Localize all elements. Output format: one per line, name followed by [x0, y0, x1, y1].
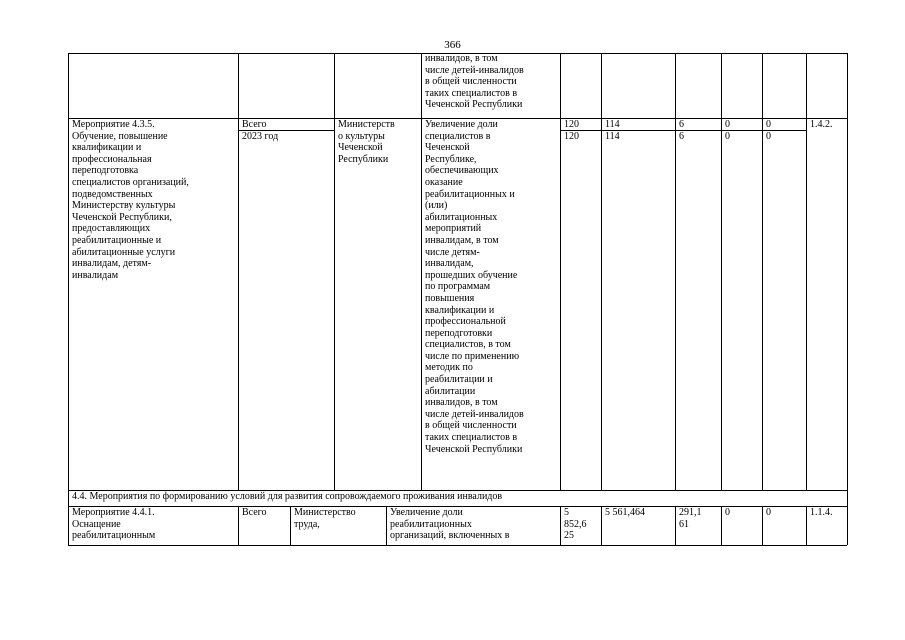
local-funding-cell: 0: [725, 507, 730, 518]
regional-funding-cell: 6 6: [679, 119, 684, 142]
link-cell: 1.4.2.: [810, 119, 833, 130]
executor-cell: Министерств о культуры Чеченской Республики: [338, 119, 395, 165]
link-cell: 1.1.4.: [810, 507, 833, 518]
table-border-bottom: [68, 545, 847, 546]
continued-indicator-cell: инвалидов, в том числе детей-инвалидов в общей численности таких специалистов в Чеченской Республики: [425, 53, 524, 111]
indicator-cell: Увеличение доли реабилитационных организаций, включенных в: [390, 507, 510, 542]
section-heading: 4.4. Мероприятия по формированию условий для развития сопровождаемого проживания инвалидов: [72, 491, 503, 502]
period-cell: Всего 2023 год: [242, 119, 279, 142]
total-funding-cell: 5 852,6 25: [564, 507, 587, 542]
federal-funding-cell: 5 561,464: [605, 507, 645, 518]
measure-name-cell: Мероприятие 4.3.5. Обучение, повышение квалификации и профессиональная переподготовка специалистов организаций, подведомственных Министерству культуры Чеченской Республики, предоставляющих реабилитационные и абилитационные услуги инвалидам, детям- инвалидам: [72, 119, 189, 281]
federal-funding-cell: 114 114: [605, 119, 620, 142]
executor-cell: Министерство труда,: [294, 507, 356, 530]
total-funding-cell: 120 120: [564, 119, 579, 142]
page-number: 366: [444, 39, 461, 51]
indicator-cell: Увеличение доли специалистов в Чеченской Республике, обеспечивающих оказание реабилитационных и (или) абилитационных мероприятий инвалидам, в том числе детям- инвалидам, прошедших обучение по программам повышения квалификации и профессиональной переподготовки специалистов, в том числе по применению методик по реабилитации и абилитации инвалидов, в том числе детей-инвалидов в общей численности таких специалистов в Чеченской Республики: [425, 119, 524, 455]
other-funding-cell: 0 0: [766, 119, 771, 142]
local-funding-cell: 0 0: [725, 119, 730, 142]
other-funding-cell: 0: [766, 507, 771, 518]
period-cell: Всего: [242, 507, 267, 518]
regional-funding-cell: 291,1 61: [679, 507, 702, 530]
table-border-right: [847, 53, 848, 545]
measure-name-cell: Мероприятие 4.4.1. Оснащение реабилитационным: [72, 507, 156, 542]
